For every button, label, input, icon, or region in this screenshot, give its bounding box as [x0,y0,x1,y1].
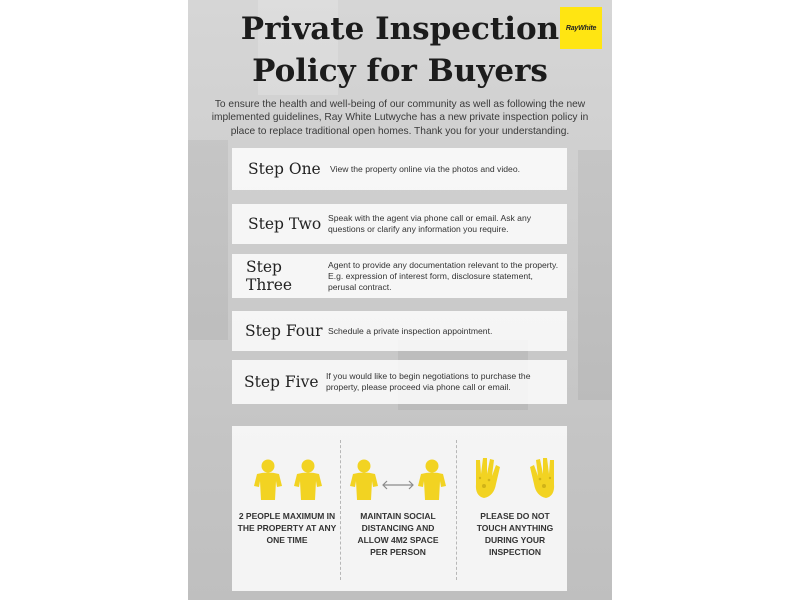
step-description: If you would like to begin negotiations to purchase the property, please proceed via phone call or email. [326,371,531,392]
step-two [232,204,567,244]
dirty-hands-icon [470,456,560,502]
step-description: Agent to provide any documentation relevant to the property. E.g. expression of interest form, disclosure statement, perusal contract. [328,259,559,292]
step-three [232,254,567,298]
logo-text: RayWhite [565,24,597,32]
step-name: Step Two [248,215,322,233]
intro-text: To ensure the health and well-being of our community as well as following the new implemented guidelines, Ray White Lutwyche has a new private inspection policy in place to replace traditional open homes. Thank you for your understanding. [211,99,589,137]
page-title-line-2: Policy for Buyers [252,53,548,89]
rule-caption-distancing: MAINTAIN SOCIAL DISTANCING AND ALLOW 4M2 SPACE PER PERSON [357,511,439,557]
step-description: View the property online via the photos and video. [330,163,520,174]
rule-caption-occupancy: 2 PEOPLE MAXIMUM IN THE PROPERTY AT ANY ONE TIME [237,511,337,545]
step-four [232,311,567,351]
step-name: Step One [248,160,321,178]
divider [456,440,457,580]
step-one [232,148,567,190]
step-description: Schedule a private inspection appointment. [328,325,493,336]
social-distancing-icon [346,458,450,500]
step-name: Step Five [244,373,319,391]
inspection-rules-panel [232,426,567,591]
step-description: Speak with the agent via phone call or email. Ask any questions or clarify any information you require. [328,213,532,234]
background-cabinet [188,140,228,340]
background-cabinet-right [578,150,612,400]
two-people-icon [242,458,332,500]
page-title-line-1: Private Inspection [240,11,560,47]
step-five [232,360,567,404]
divider [340,440,341,580]
policy-poster [188,0,612,600]
rule-caption-no-touch: PLEASE DO NOT TOUCH ANYTHING DURING YOUR INSPECTION [476,511,554,557]
step-name: Step Three [246,258,293,294]
step-name: Step Four [245,322,323,340]
